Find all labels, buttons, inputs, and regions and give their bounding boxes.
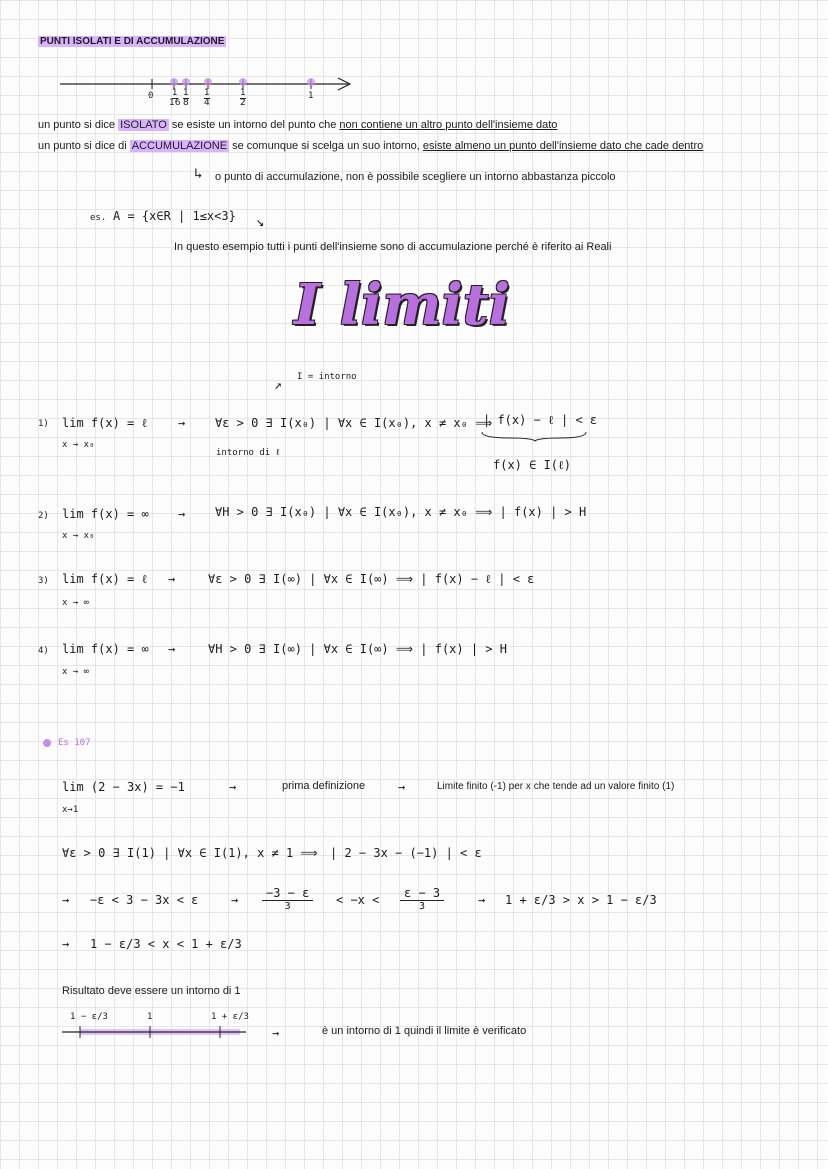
interval-mid-label: 1 [147,1012,153,1022]
exercise-subscript: x→1 [62,805,79,815]
def-number: 3) [38,576,49,586]
interval-line [60,1024,250,1044]
exercise-step3: 1 + ε/3 > x > 1 − ε/3 [505,893,657,907]
arrow-icon: → [62,893,70,907]
number-line [58,70,368,110]
underbrace [480,430,590,442]
section-title: I limiti [294,272,510,338]
interval-left-label: 1 − ε/3 [70,1012,108,1022]
bullet-icon [43,739,51,747]
exercise-step2-mid: < −x < [336,893,380,907]
def-isolato: un punto si dice ISOLATO se esiste un intorno del punto che non contiene un altro punto dell'insieme dato [38,119,558,131]
exercise-step2-frac: −3 − ε 3 [262,886,313,912]
numberline-tick-1-2: $\frac{1}{2}$ [240,88,246,108]
def-number: 4) [38,646,49,656]
exercise-line1b: | 2 − 3x − (−1) | < ε [330,846,482,860]
arrow-icon: → [168,642,176,656]
numberline-tick-1-4: $\frac{1}{4}$ [204,88,210,108]
arrow-icon: → [398,780,406,794]
arrow-icon: → [178,416,186,430]
exercise-label: Es 107 [58,738,91,748]
arrow-icon: → [478,893,486,907]
numberline-one: 1 [308,91,314,101]
exercise-line1: ∀ε > 0 ∃ I(1) | ∀x ∈ I(1), x ≠ 1 ⟹ [62,846,318,860]
def-number: 1) [38,419,49,429]
interval-right-label: 1 + ε/3 [211,1012,249,1022]
limit-definition: ∀ε > 0 ∃ I(∞) | ∀x ∈ I(∞) ⟹ | f(x) − ℓ | < ε [208,572,535,586]
limit-expression: lim f(x) = ℓ [62,416,148,430]
arrow-icon: → [229,780,237,794]
def-accum-note: o punto di accumulazione, non è possibile scegliere un intorno abbastanza piccolo [215,171,616,183]
arrow-icon: ↗ [274,378,282,393]
def-accumulazione: un punto si dice di ACCUMULAZIONE se comunque si scelga un suo intorno, esiste almeno un punto dell'insieme dato che cade dentro [38,140,704,152]
arrow-icon: → [231,893,239,907]
arrow-icon: ↳ [194,166,203,182]
numberline-zero: 0 [148,91,154,101]
example-set: A = {x∈R | 1≤x<3} [113,209,236,223]
def-number: 2) [38,511,49,521]
limit-extra: f(x) ∈ I(ℓ) [493,458,571,472]
example-note: In questo esempio tutti i punti dell'insieme sono di accumulazione perché è riferito ai Reali [174,241,612,253]
exercise-limite: Limite finito (-1) per x che tende ad un valore finito (1) [437,781,675,792]
limit-expression: lim f(x) = ℓ [62,572,148,586]
exercise-limit: lim (2 − 3x) = −1 [62,780,185,794]
exercise-result-label: Risultato deve essere un intorno di 1 [62,985,241,997]
arrow-icon: → [272,1026,280,1040]
numberline-tick-1-16: $\frac{1}{16}$ [169,88,181,108]
limit-expression: lim f(x) = ∞ [62,642,149,656]
exercise-step2b-frac: ε − 3 3 [400,886,444,912]
limit-definition: ∀H > 0 ∃ I(∞) | ∀x ∈ I(∞) ⟹ | f(x) | > H [208,642,507,656]
arrow-icon: → [168,572,176,586]
numberline-tick-1-8: $\frac{1}{8}$ [183,88,189,108]
limit-definition: ∀H > 0 ∃ I(x₀) | ∀x ∈ I(x₀), x ≠ x₀ ⟹ | f(x) | > H [215,505,587,519]
example-label: es. [90,213,107,223]
limit-result: | f(x) − ℓ | < ε [483,413,598,427]
limit-under-note: intorno di ℓ [216,448,280,458]
exercise-step1: −ε < 3 − 3x < ε [90,893,199,907]
exercise-prima: prima definizione [282,780,366,792]
intorno-note: I = intorno [297,372,357,382]
page-title: PUNTI ISOLATI E DI ACCUMULAZIONE [40,36,225,47]
limit-definition: ∀ε > 0 ∃ I(x₀) | ∀x ∈ I(x₀), x ≠ x₀ ⟹ [215,416,493,430]
limit-expression: lim f(x) = ∞ [62,507,149,521]
limit-subscript: x → x₀ [62,531,95,541]
limit-subscript: x → x₀ [62,440,95,450]
arrow-icon: → [178,507,186,521]
limit-subscript: x → ∞ [62,598,90,608]
arrow-icon: → [62,937,70,951]
arrow-icon: ↘ [256,214,265,230]
exercise-step4: 1 − ε/3 < x < 1 + ε/3 [90,937,242,951]
limit-subscript: x → ∞ [62,667,90,677]
exercise-conclusion: è un intorno di 1 quindi il limite è verificato [322,1025,527,1037]
